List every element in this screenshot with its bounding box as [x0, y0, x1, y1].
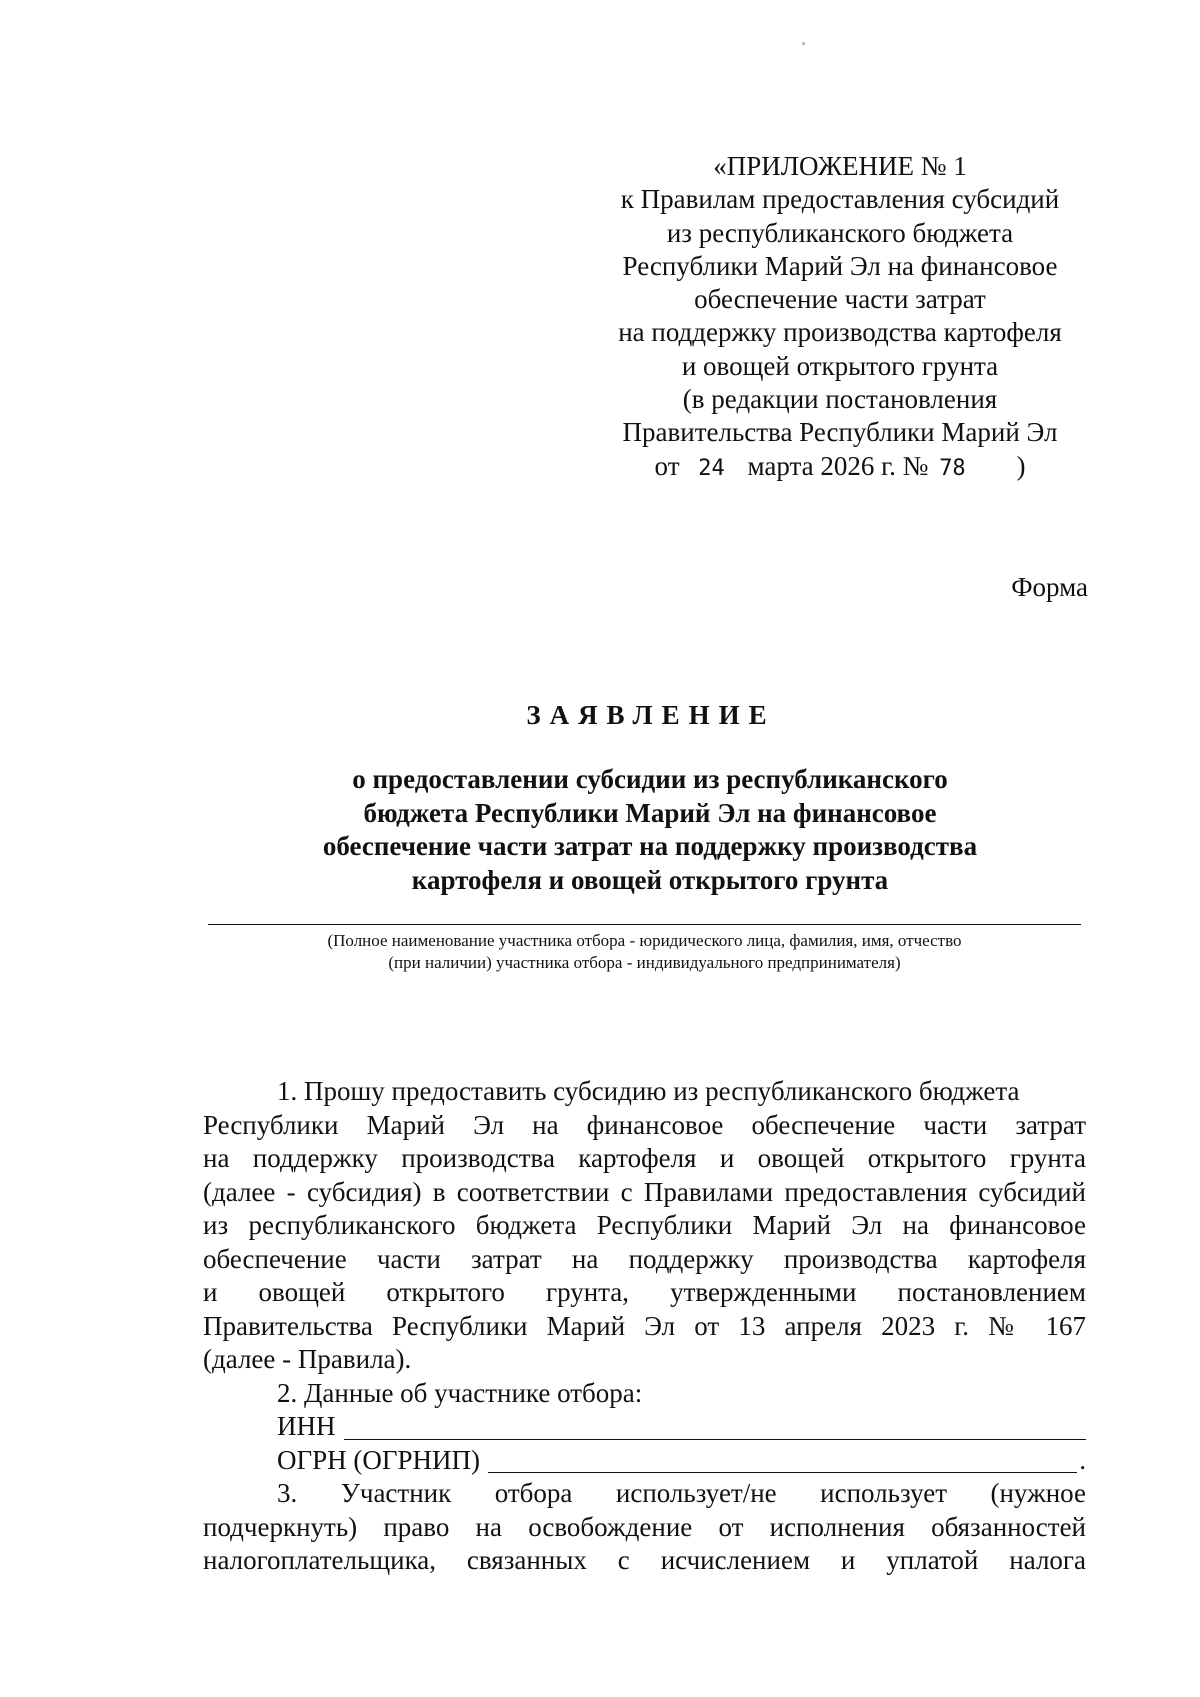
date-text: марта 2026 г. №	[747, 450, 929, 481]
appendix-header	[600, 150, 1080, 485]
subtitle-line: о предоставлении субсидии из республиканского	[352, 764, 948, 794]
paragraph-1-line: Правительства Республики Марий Эл от 13 апреля 2023 г. № 167	[203, 1310, 1086, 1341]
text-line: 1. Прошу предоставить субсидию из республиканского бюджета	[277, 1076, 1020, 1106]
hint-line: (Полное наименование участника отбора - юридического лица, фамилия, имя, отчество	[327, 931, 962, 950]
participant-name-field[interactable]	[208, 924, 1081, 925]
resolution-date-line	[600, 450, 1080, 485]
appendix-line: Республики Марий Эл на финансовое	[622, 250, 1058, 281]
paragraph-1-first-line	[203, 1075, 1086, 1109]
paragraph-1-line: обеспечение части затрат на поддержку производства картофеля	[203, 1243, 1086, 1274]
paragraph-2-heading: 2. Данные об участнике отбора:	[277, 1377, 643, 1408]
date-day: 24	[698, 455, 725, 481]
paragraph-1-line: и овощей открытого грунта, утвержденными постановлением	[203, 1277, 1086, 1307]
form-label: Форма	[1011, 572, 1088, 602]
ogrn-label: ОГРН (ОГРНИП)	[277, 1444, 480, 1475]
document-subtitle	[270, 763, 1030, 897]
paragraph-1-line: на поддержку производства картофеля и овощей открытого грунта	[203, 1143, 1086, 1173]
paragraph-1-last-line: (далее - Правила).	[203, 1344, 412, 1374]
inn-row	[203, 1410, 1086, 1444]
paragraph-1-line: (далее - субсидия) в соответствии с Правилами предоставления субсидий	[203, 1176, 1086, 1207]
subtitle-line: картофеля и овощей открытого грунта	[411, 864, 889, 895]
paragraph-1-line: Республики Марий Эл на финансовое обеспечение части затрат	[203, 1109, 1086, 1140]
application-body	[203, 1075, 1086, 1578]
inn-label: ИНН	[277, 1411, 336, 1441]
paragraph-3-first-line: 3. Участник отбора использует/не использует (нужное	[277, 1478, 1086, 1508]
ogrn-row	[203, 1444, 1086, 1478]
appendix-line: и овощей открытого грунта	[681, 350, 999, 381]
appendix-line: к Правилам предоставления субсидий	[620, 184, 1060, 215]
scan-speck	[802, 42, 805, 45]
date-close: )	[1016, 450, 1026, 481]
paragraph-3-line: налогоплательщика, связанных с исчислением и уплатой налога	[203, 1545, 1086, 1575]
document-title: ЗАЯВЛЕНИЕ	[526, 700, 776, 730]
date-prefix: от	[654, 450, 680, 481]
appendix-line: Правительства Республики Марий Эл	[622, 417, 1058, 448]
subtitle-line: обеспечение части затрат на поддержку производства	[322, 831, 978, 861]
paragraph-3-line: подчеркнуть) право на освобождение от исполнения обязанностей	[203, 1511, 1086, 1542]
participant-name-hint	[208, 930, 1081, 974]
appendix-line: на поддержку производства картофеля	[618, 317, 1062, 348]
resolution-number: 78	[939, 455, 966, 481]
paragraph-1-line: из республиканского бюджета Республики Марий Эл на финансовое	[203, 1210, 1086, 1240]
appendix-line: «ПРИЛОЖЕНИЕ № 1	[713, 151, 967, 181]
appendix-line: обеспечение части затрат	[694, 284, 986, 315]
appendix-line: (в редакции постановления	[682, 384, 998, 415]
ogrn-period: .	[1079, 1444, 1086, 1475]
hint-line: (при наличии) участника отбора - индивидуального предпринимателя)	[388, 953, 901, 972]
ogrn-input[interactable]	[488, 1450, 1077, 1473]
subtitle-line: бюджета Республики Марий Эл на финансовое	[363, 797, 937, 828]
appendix-line: из республиканского бюджета	[666, 217, 1014, 248]
inn-input[interactable]	[344, 1417, 1087, 1440]
